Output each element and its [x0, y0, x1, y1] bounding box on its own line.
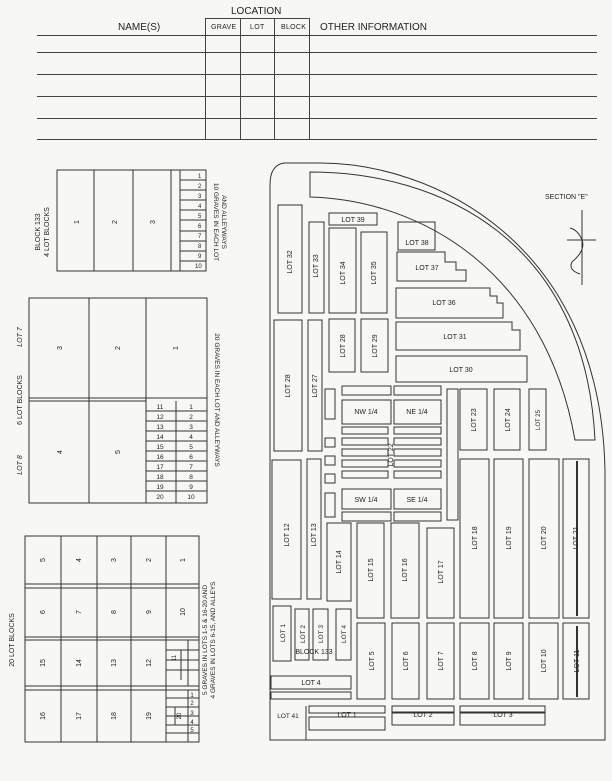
- grave-number: 5: [190, 728, 194, 734]
- grave-number: 7: [198, 234, 202, 240]
- lot-column-header: LOT: [250, 24, 265, 31]
- grave-number: 3: [198, 194, 202, 200]
- lot-label: LOT 3: [318, 625, 325, 643]
- grave-number: 4: [189, 434, 193, 441]
- twenty-lot-label: 17: [76, 712, 83, 720]
- location-heading: LOCATION: [231, 6, 282, 17]
- grave-number: 2: [189, 414, 193, 421]
- other-info-column-header: OTHER INFORMATION: [320, 22, 428, 33]
- grave-number: 12: [156, 414, 164, 421]
- lot-label: LOT 22: [388, 443, 395, 467]
- lot-label: LOT 4: [301, 680, 321, 687]
- grave-number: 13: [156, 424, 164, 431]
- grave-number: 2: [198, 184, 202, 190]
- twenty-lot-diagram: [25, 536, 199, 742]
- block133-lot-label: 3: [150, 220, 157, 224]
- grave-number: 1: [190, 693, 194, 699]
- lot-label: LOT 35: [371, 261, 378, 285]
- twenty-lot-label: 9: [146, 610, 153, 614]
- grave-number: 5: [189, 444, 193, 451]
- grave-number: 2: [190, 701, 194, 707]
- grave-number: 18: [156, 474, 164, 481]
- lot-label: LOT 2: [413, 712, 433, 719]
- north-arrow-icon: [567, 210, 596, 285]
- twenty-lot-label: 15: [40, 659, 47, 667]
- lot-label: LOT 1: [280, 624, 287, 642]
- grave-number: 11: [156, 404, 164, 411]
- six-lot-diagram: [29, 298, 207, 503]
- grave-number: 6: [189, 454, 193, 461]
- lot-label: LOT 12: [284, 523, 291, 547]
- lot-label: LOT 17: [438, 560, 445, 584]
- lot-label: LOT 15: [368, 558, 375, 582]
- section-label: SECTION "E": [545, 194, 588, 201]
- lot-label: LOT 9: [506, 651, 513, 671]
- twenty-lot-label: 8: [111, 610, 118, 614]
- lot-label: LOT 8: [472, 651, 479, 671]
- lot-label: LOT 13: [311, 523, 318, 547]
- grave-number: 15: [156, 444, 164, 451]
- lot-label: LOT 39: [341, 217, 365, 224]
- grave-number: 16: [156, 454, 164, 461]
- grave-number: 5: [198, 214, 202, 220]
- grave-number: 20: [177, 712, 183, 720]
- six-lot-label: 3: [57, 346, 64, 350]
- grave-number: 8: [189, 474, 193, 481]
- quarter-label: SW 1/4: [354, 497, 378, 504]
- six-lot-label: 1: [173, 346, 180, 350]
- lot-label: LOT 31: [443, 334, 467, 341]
- lot-label: LOT 6: [403, 651, 410, 671]
- grave-number: 3: [189, 424, 193, 431]
- twenty-lot-label: 3: [111, 558, 118, 562]
- lot-label: LOT 16: [402, 558, 409, 582]
- block133-title: BLOCK 133: [35, 213, 42, 251]
- twenty-lot-label: 19: [146, 712, 153, 720]
- lot-marker: LOT 7: [17, 327, 24, 347]
- grave-number: 4: [190, 720, 194, 726]
- lot-label: LOT 21: [573, 526, 580, 550]
- lot-label: LOT 10: [541, 649, 548, 673]
- grave-number: 19: [156, 484, 164, 491]
- grave-number: 1: [189, 404, 193, 411]
- six-lot-title: 6 LOT BLOCKS: [17, 375, 24, 425]
- twenty-lot-label: 16: [40, 712, 47, 720]
- lot-label: LOT 28: [340, 334, 347, 358]
- grave-number: 7: [189, 464, 193, 471]
- twenty-lot-label: 1: [180, 558, 187, 562]
- grave-number: 20: [156, 494, 164, 501]
- lot-label: LOT 33: [313, 254, 320, 278]
- twenty-lot-label: 4: [76, 558, 83, 562]
- lot-label: LOT 29: [372, 334, 379, 358]
- lot-label: LOT 18: [472, 526, 479, 550]
- six-lot-label: 4: [57, 450, 64, 454]
- grave-number: 11: [172, 654, 178, 662]
- twenty-lot-label: 5: [40, 558, 47, 562]
- block-column-header: BLOCK: [281, 24, 307, 31]
- twenty-lot-label: 13: [111, 659, 118, 667]
- lot-label: LOT 25: [536, 410, 542, 430]
- grave-number: 10: [187, 494, 195, 501]
- grave-number: 9: [198, 254, 202, 260]
- grave-number: 10: [195, 264, 202, 270]
- lot-label: LOT 3: [493, 712, 513, 719]
- lot-label: LOT 28: [285, 374, 292, 398]
- lot-label: LOT 24: [505, 408, 512, 432]
- six-lot-label: 5: [115, 450, 122, 454]
- lot-label: LOT 14: [336, 550, 343, 574]
- twenty-lot-label: 7: [76, 610, 83, 614]
- lot-label: LOT 37: [415, 265, 439, 272]
- grave-number: 1: [198, 174, 202, 180]
- twenty-lot-label: 12: [146, 659, 153, 667]
- lot-label: LOT 23: [471, 408, 478, 432]
- names-column-header: NAME(S): [118, 22, 161, 33]
- grave-number: 9: [189, 484, 193, 491]
- lot-label: LOT 11: [574, 649, 581, 673]
- grave-number: 4: [198, 204, 202, 210]
- quarter-label: NW 1/4: [354, 409, 378, 416]
- lot-label: LOT 4: [341, 625, 348, 643]
- quarter-label: SE 1/4: [406, 497, 428, 504]
- twenty-lot-label: 18: [111, 712, 118, 720]
- lot-label: LOT 34: [340, 261, 347, 285]
- twenty-lot-label: 2: [146, 558, 153, 562]
- block133-subtitle: 4 LOT BLOCKS: [44, 207, 51, 257]
- lot-label: LOT 30: [449, 367, 473, 374]
- twenty-lot-label: 14: [76, 659, 83, 667]
- lot-label: LOT 2: [300, 625, 307, 643]
- lot-label: LOT 5: [369, 651, 376, 671]
- twenty-lot-label: 6: [40, 610, 47, 614]
- grave-column-header: GRAVE: [211, 24, 237, 31]
- twenty-lot-title: 20 LOT BLOCKS: [9, 613, 16, 667]
- grave-number: 8: [198, 244, 202, 250]
- grave-number: 3: [190, 711, 194, 717]
- lot-label: LOT 36: [432, 300, 456, 307]
- six-lot-label: 2: [115, 346, 122, 350]
- lot-label: LOT 7: [438, 651, 445, 671]
- grave-number: 17: [156, 464, 164, 471]
- twenty-lot-label: 10: [180, 608, 187, 616]
- lot-label: LOT 20: [541, 526, 548, 550]
- lot-label: LOT 27: [312, 374, 319, 398]
- block133-lot-label: 1: [74, 220, 81, 224]
- lot-label: LOT 38: [405, 240, 429, 247]
- six-lot-note: 20 GRAVES IN EACH LOT AND ALLEYWAYS: [213, 333, 220, 467]
- block133-lot-label: 2: [112, 220, 119, 224]
- twenty-lot-note: 5 GRAVES IN LOTS 1-5 & 16-20 AND: [202, 584, 209, 696]
- lot-label: LOT 19: [506, 526, 513, 550]
- lot-label: LOT 41: [277, 713, 299, 720]
- block133-note: 10 GRAVES IN EACH LOT: [212, 182, 219, 262]
- lot-label: LOT 32: [287, 250, 294, 274]
- lot-label: LOT 1: [337, 712, 357, 719]
- grave-number: 14: [156, 434, 164, 441]
- grave-number: 6: [198, 224, 202, 230]
- block133-note: AND ALLEYWAYS: [220, 195, 227, 249]
- lot-marker: LOT 8: [17, 455, 24, 475]
- quarter-label: NE 1/4: [406, 409, 428, 416]
- twenty-lot-note: 4 GRAVES IN LOTS 6-15, AND ALLEYS: [210, 581, 217, 699]
- block-label: BLOCK 133: [295, 649, 333, 656]
